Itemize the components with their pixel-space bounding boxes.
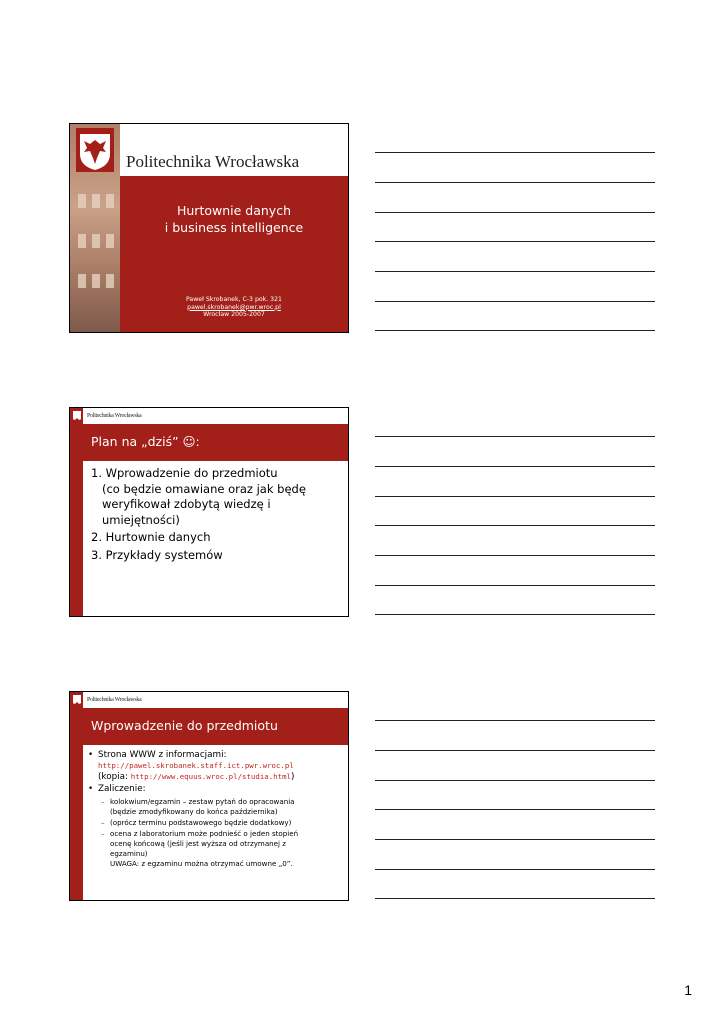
bullet-grading bbox=[88, 784, 344, 795]
note-line bbox=[375, 182, 655, 183]
slide-1 bbox=[69, 123, 349, 333]
note-line bbox=[375, 466, 655, 467]
slide-title bbox=[120, 202, 348, 236]
note-line bbox=[375, 809, 655, 810]
eagle-logo-icon bbox=[72, 410, 82, 421]
sub-text: ocenę końcową (jeśli jest wyższa od otrzymanej z bbox=[110, 839, 286, 849]
note-line bbox=[375, 496, 655, 497]
title-bar bbox=[83, 708, 348, 745]
title-bar bbox=[83, 424, 348, 461]
website-link[interactable]: http://pawel.skrobanek.staff.ict.pwr.wroc.pl bbox=[98, 760, 294, 770]
note-line bbox=[375, 436, 655, 437]
author-email-link[interactable]: pawel.skrobanek@pwr.wroc.pl bbox=[187, 303, 281, 311]
note-line bbox=[375, 720, 655, 721]
agenda-item: 3. Przykłady systemów bbox=[91, 547, 223, 562]
sub-text: ocena z laboratorium może podnieść o jeden stopień bbox=[110, 829, 299, 839]
sub-text: UWAGA: z egzaminu można otrzymać umowne „0”. bbox=[110, 859, 293, 869]
agenda-item: 2. Hurtownie danych bbox=[91, 530, 211, 544]
note-line bbox=[375, 271, 655, 272]
slide-content bbox=[88, 750, 344, 869]
note-line bbox=[375, 555, 655, 556]
note-line bbox=[375, 869, 655, 870]
university-name: Politechnika Wrocławska bbox=[87, 697, 142, 703]
title-panel bbox=[120, 176, 348, 332]
agenda-item-detail: umiejętności) bbox=[102, 512, 180, 527]
agenda-item-detail: weryfikował zdobytą wiedzę i bbox=[102, 497, 271, 511]
eagle-logo-icon bbox=[76, 128, 114, 172]
dash-marker: – bbox=[101, 829, 105, 839]
slide-title: Plan na „dziś” ☺: bbox=[91, 434, 200, 449]
bullet-text: • Strona WWW z informacjami: bbox=[98, 750, 227, 760]
university-name: Politechnika Wrocławska bbox=[126, 152, 300, 171]
accent-bar bbox=[70, 408, 83, 616]
place-date: Wrocław 2005-2007 bbox=[203, 311, 265, 319]
accent-bar bbox=[70, 692, 83, 900]
sub-item bbox=[88, 829, 344, 869]
slide-title: Wprowadzenie do przedmiotu bbox=[91, 718, 278, 733]
note-line bbox=[375, 301, 655, 302]
note-line bbox=[375, 330, 655, 331]
copy-link[interactable]: http://www.equus.wroc.pl/studia.html bbox=[130, 771, 291, 781]
university-name: Politechnika Wrocławska bbox=[87, 413, 142, 419]
sub-item bbox=[88, 797, 344, 817]
note-line bbox=[375, 614, 655, 615]
agenda-list bbox=[91, 466, 341, 563]
author-name: Paweł Skrobanek, C-3 pok. 321 bbox=[185, 296, 282, 303]
note-line bbox=[375, 525, 655, 526]
slide-2 bbox=[69, 407, 349, 617]
dash-marker: – bbox=[101, 797, 105, 807]
note-line bbox=[375, 241, 655, 242]
sub-text: (oprócz terminu podstawowego będzie dodatkowy) bbox=[110, 818, 292, 828]
title-line-1: Hurtownie danych bbox=[176, 203, 291, 218]
copy-prefix: (kopia: bbox=[98, 771, 131, 782]
note-line bbox=[375, 585, 655, 586]
note-line bbox=[375, 780, 655, 781]
eagle-logo-icon bbox=[72, 694, 82, 705]
agenda-item-detail: (co będzie omawiane oraz jak będę bbox=[102, 481, 306, 496]
note-line bbox=[375, 152, 655, 153]
note-line bbox=[375, 750, 655, 751]
slide-3 bbox=[69, 691, 349, 901]
page-number: 1 bbox=[684, 982, 692, 998]
note-line bbox=[375, 212, 655, 213]
note-line bbox=[375, 839, 655, 840]
bullet-text: • Zaliczenie: bbox=[98, 784, 146, 795]
sub-text: egzaminu) bbox=[110, 849, 148, 859]
copy-line bbox=[98, 772, 344, 783]
dash-marker: – bbox=[101, 818, 105, 828]
title-line-2: i business intelligence bbox=[164, 220, 304, 235]
sub-text: kolokwium/egzamin – zestaw pytań do opracowania bbox=[110, 797, 295, 807]
sub-text: (będzie zmodyfikowany do końca października) bbox=[110, 807, 278, 817]
copy-suffix: ) bbox=[290, 771, 295, 782]
sub-item bbox=[88, 818, 344, 828]
bullet-website bbox=[88, 750, 344, 782]
note-line bbox=[375, 898, 655, 899]
agenda-item: 1. Wprowadzenie do przedmiotu bbox=[91, 466, 278, 480]
author-info bbox=[120, 296, 348, 319]
